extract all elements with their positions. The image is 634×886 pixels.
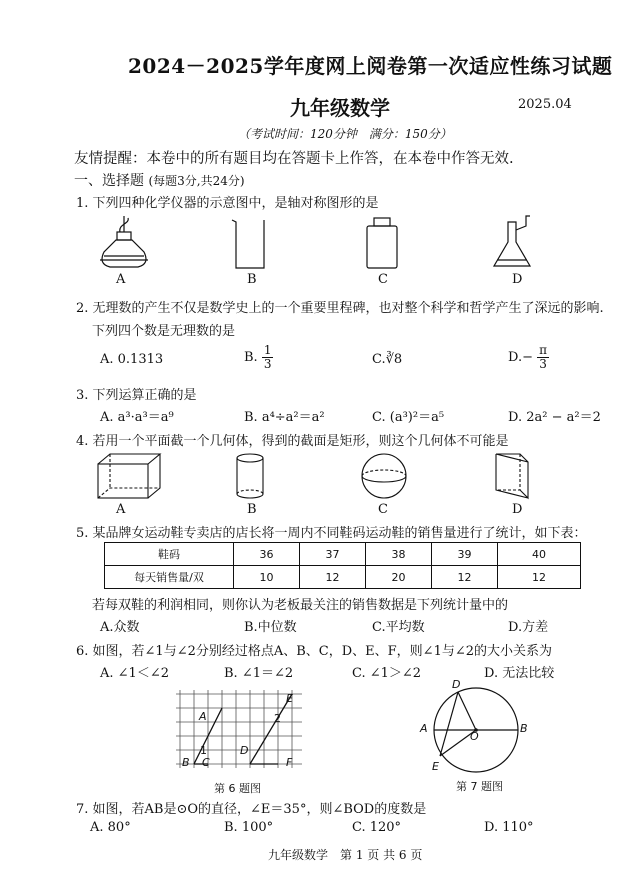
q6-angle-1: 1 <box>200 744 207 757</box>
q4-figure-d <box>496 454 528 498</box>
section-title <box>74 170 245 190</box>
table-cell: 12 <box>498 566 581 589</box>
q1-label-b: B <box>247 272 257 287</box>
q6-point-c: C <box>202 756 210 769</box>
q7-option-a: A. 80° <box>90 820 131 835</box>
q3-option-b: B. a⁴÷a²＝a² <box>244 410 325 425</box>
q6-option-d: D. 无法比较 <box>484 666 555 681</box>
q4-label-a: A <box>116 502 126 517</box>
q6-option-c: C. ∠1＞∠2 <box>352 666 422 681</box>
q6-option-a: A. ∠1＜∠2 <box>100 666 169 681</box>
table-header-cell: 鞋码 <box>105 543 234 566</box>
q7-option-d: D. 110° <box>484 820 534 835</box>
q7-option-b: B. 100° <box>224 820 274 835</box>
q1-label-d: D <box>512 272 523 287</box>
q3-option-d: D. 2a² − a²＝2 <box>508 410 601 425</box>
q6-point-d: D <box>240 744 249 757</box>
question-1: 1. 下列四种化学仪器的示意图中，是轴对称图形的是 <box>76 196 379 211</box>
table-cell: 36 <box>234 543 300 566</box>
q4-label-d: D <box>512 502 523 517</box>
q3-option-c: C. (a³)²＝a⁵ <box>372 410 445 425</box>
table-row <box>105 566 581 589</box>
table-cell: 37 <box>300 543 366 566</box>
question-5-ask: 若每双鞋的利润相同，则你认为老板最关注的销售数据是下列统计量中的 <box>92 598 509 613</box>
table-cell: 10 <box>234 566 300 589</box>
question-7: 7. 如图，若AB是⊙O的直径，∠E＝35°，则∠BOD的度数是 <box>76 802 427 817</box>
q1-figure-c <box>367 218 397 268</box>
q7-circle-figure <box>426 676 526 776</box>
q6-point-f: F <box>286 756 293 769</box>
q5-option-a: A.众数 <box>100 620 140 635</box>
q5-option-d: D.方差 <box>508 620 549 635</box>
q2-option-a: A. 0.1313 <box>100 352 164 367</box>
q6-point-b: B <box>182 756 190 769</box>
exam-date: 2025.04 <box>518 97 572 112</box>
q4-figures <box>90 450 590 502</box>
table-cell: 12 <box>300 566 366 589</box>
question-5: 5. 某品牌女运动鞋专卖店的店长将一周内不同鞋码运动鞋的销售量进行了统计，如下表： <box>76 526 587 541</box>
q2-option-d <box>508 344 549 371</box>
q4-label-b: B <box>247 502 257 517</box>
q4-figure-b <box>237 454 263 498</box>
table-cell: 38 <box>366 543 432 566</box>
shoe-sales-table <box>104 542 581 589</box>
question-6: 6. 如图，若∠1与∠2分别经过格点A、B、C，D、E、F，则∠1与∠2的大小关系为 <box>76 644 553 659</box>
exam-subtitle: 九年级数学 <box>290 96 390 120</box>
q4-figure-a <box>98 454 160 498</box>
section-title-text: 一、选择题 <box>74 173 144 189</box>
q4-figure-c <box>362 454 406 498</box>
friendly-tip: 友情提醒：本卷中的所有题目均在答题卡上作答，在本卷中作答无效. <box>74 151 514 167</box>
q7-figure-caption: 第 7 题图 <box>456 780 503 793</box>
q2-option-d-fraction <box>537 344 549 371</box>
page-footer: 九年级数学 第 1 页 共 6 页 <box>268 848 423 862</box>
q2-d-denominator: 3 <box>539 357 547 371</box>
q7-option-c: C. 120° <box>352 820 402 835</box>
section-note: (每题3分,共24分) <box>148 174 245 188</box>
table-row <box>105 543 581 566</box>
table-cell: 40 <box>498 543 581 566</box>
q1-figure-a <box>100 216 148 267</box>
q5-option-c: C.平均数 <box>372 620 425 635</box>
q6-point-a: A <box>199 710 207 723</box>
q2-b-denominator: 3 <box>263 357 272 371</box>
q6-figure-caption: 第 6 题图 <box>214 782 261 795</box>
table-cell: 20 <box>366 566 432 589</box>
q6-point-e: E <box>286 692 293 705</box>
q2-b-numerator: 1 <box>263 343 272 357</box>
q2-option-b <box>244 344 273 371</box>
table-header-cell: 每天销售量/双 <box>105 566 234 589</box>
q6-option-b: B. ∠1＝∠2 <box>224 666 294 681</box>
q2-option-b-fraction <box>262 344 274 371</box>
table-cell: 39 <box>432 543 498 566</box>
exam-info: （考试时间：120分钟 满分：150分） <box>238 127 452 141</box>
q3-option-a: A. a³·a³＝a⁹ <box>100 410 174 425</box>
q7-point-a: A <box>420 722 428 735</box>
question-4: 4. 若用一个平面截一个几何体，得到的截面是矩形，则这个几何体不可能是 <box>76 434 509 449</box>
q1-figure-d <box>494 216 530 266</box>
q2-option-c: C.∛8 <box>372 352 403 367</box>
q6-angle-2: 2 <box>274 712 281 725</box>
table-cell: 12 <box>432 566 498 589</box>
exam-title: 2024－2025学年度网上阅卷第一次适应性练习试题 <box>128 54 613 78</box>
q4-label-c: C <box>378 502 388 517</box>
q7-point-e: E <box>432 760 439 773</box>
q1-label-c: C <box>378 272 388 287</box>
question-3: 3. 下列运算正确的是 <box>76 388 197 403</box>
q1-label-a: A <box>116 272 126 287</box>
q2-d-numerator: π <box>539 343 548 357</box>
question-2-line1: 2. 无理数的产生不仅是数学史上的一个重要里程碑，也对整个科学和哲学产生了深远的影响. <box>76 301 604 316</box>
q5-option-b: B.中位数 <box>244 620 297 635</box>
q7-point-o: O <box>470 730 479 743</box>
q7-point-b: B <box>520 722 528 735</box>
q1-figure-b <box>232 220 264 268</box>
question-2-line2: 下列四个数是无理数的是 <box>92 324 236 339</box>
q2-option-b-prefix: B. <box>244 350 258 365</box>
q7-point-d: D <box>452 678 461 691</box>
q1-figures <box>90 212 590 274</box>
q2-option-d-prefix: D.− <box>508 350 533 365</box>
